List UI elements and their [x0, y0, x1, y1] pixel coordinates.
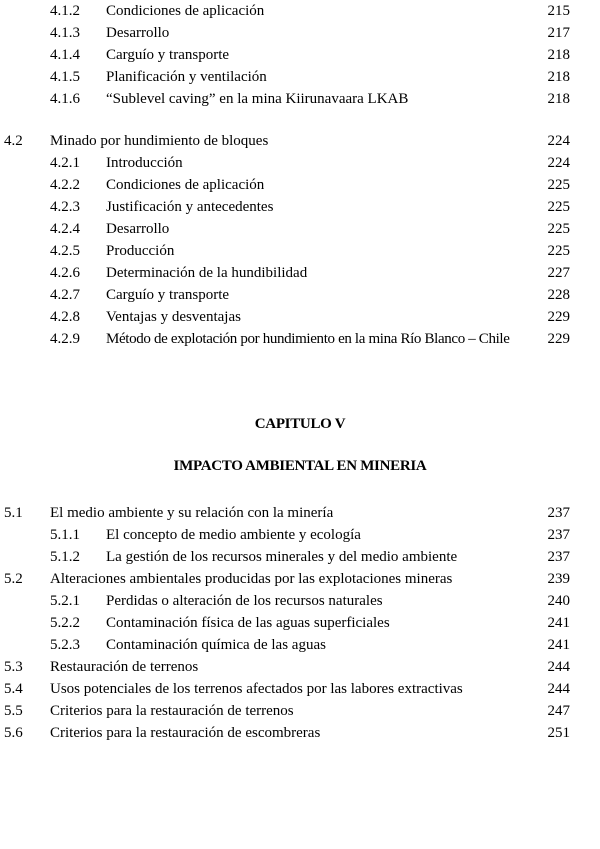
entry-number: 5.2 [4, 571, 23, 587]
entry-page: 218 [547, 47, 570, 63]
entry-title: Perdidas o alteración de los recursos naturales [106, 593, 383, 609]
entry-title: Condiciones de aplicación [106, 3, 265, 19]
entry-title: Carguío y transporte [106, 47, 230, 63]
entry-title: Criterios para la restauración de terrenos [50, 703, 294, 719]
entry-page: 237 [547, 549, 570, 565]
entry-number: 4.2.2 [50, 177, 80, 193]
entry-title: Justificación y antecedentes [106, 199, 274, 215]
toc-entry [0, 568, 600, 590]
toc-entry [0, 174, 600, 196]
entry-number: 5.2.3 [50, 637, 80, 653]
toc-entry [0, 66, 600, 88]
entry-number: 4.1.5 [50, 69, 80, 85]
toc-entry [0, 524, 600, 546]
entry-page: 237 [547, 527, 570, 543]
entry-title: El medio ambiente y su relación con la minería [50, 505, 334, 521]
entry-page: 217 [547, 25, 570, 41]
entry-number: 4.2.6 [50, 265, 80, 281]
entry-title: Ventajas y desventajas [106, 309, 241, 325]
entry-page: 229 [547, 309, 570, 325]
entry-page: 229 [547, 331, 570, 347]
toc-entry [0, 306, 600, 328]
toc-entry [0, 196, 600, 218]
entry-page: 251 [547, 725, 570, 741]
entry-number: 4.2.3 [50, 199, 80, 215]
toc-entry [0, 328, 600, 350]
entry-page: 228 [547, 287, 570, 303]
toc-entry [0, 0, 600, 22]
entry-number: 4.1.4 [50, 47, 80, 63]
toc-entry [0, 612, 600, 634]
entry-number: 5.2.1 [50, 593, 80, 609]
entry-page: 239 [547, 571, 570, 587]
entry-title: Condiciones de aplicación [106, 177, 265, 193]
entry-number: 4.2.7 [50, 287, 80, 303]
entry-title: El concepto de medio ambiente y ecología [106, 527, 361, 543]
entry-title: La gestión de los recursos minerales y del medio ambiente [106, 549, 458, 565]
entry-title: Planificación y ventilación [106, 69, 267, 85]
chapter-title: IMPACTO AMBIENTAL EN MINERIA [173, 458, 427, 474]
entry-number: 4.1.3 [50, 25, 80, 41]
toc-section-4-2 [0, 130, 600, 350]
entry-number: 5.1.1 [50, 527, 80, 543]
entry-number: 5.6 [4, 725, 23, 741]
toc-chapter-5 [0, 502, 600, 744]
entry-number: 4.2.5 [50, 243, 80, 259]
entry-title: Desarrollo [106, 25, 170, 41]
entry-title: Método de explotación por hundimiento en la mina Río Blanco – Chile [106, 331, 510, 347]
entry-number: 4.1.6 [50, 91, 80, 107]
entry-title: “Sublevel caving” en la mina Kiirunavaara LKAB [106, 91, 409, 107]
toc-entry [0, 722, 600, 744]
toc-entry [0, 22, 600, 44]
toc-entry [0, 130, 600, 152]
entry-page: 225 [547, 221, 570, 237]
toc-entry [0, 262, 600, 284]
entry-title: Criterios para la restauración de escombreras [50, 725, 321, 741]
entry-page: 247 [547, 703, 570, 719]
entry-page: 215 [547, 3, 570, 19]
entry-title: Introducción [106, 155, 183, 171]
toc-entry [0, 44, 600, 66]
entry-page: 241 [547, 637, 570, 653]
toc-entry [0, 88, 600, 110]
entry-number: 5.4 [4, 681, 23, 697]
entry-page: 225 [547, 177, 570, 193]
toc-entry [0, 678, 600, 700]
toc-entry [0, 240, 600, 262]
entry-title: Restauración de terrenos [50, 659, 199, 675]
toc-entry [0, 284, 600, 306]
entry-title: Determinación de la hundibilidad [106, 265, 308, 281]
toc-entry [0, 546, 600, 568]
entry-number: 4.2.1 [50, 155, 80, 171]
entry-page: 227 [547, 265, 570, 281]
chapter-label: CAPITULO V [254, 416, 346, 432]
entry-title: Alteraciones ambientales producidas por las explotaciones mineras [50, 571, 453, 587]
entry-title: Usos potenciales de los terrenos afectados por las labores extractivas [50, 681, 463, 697]
entry-page: 218 [547, 69, 570, 85]
entry-number: 4.2.9 [50, 331, 80, 347]
toc-entry [0, 590, 600, 612]
entry-page: 244 [547, 659, 570, 675]
toc-section-4-1-tail [0, 0, 600, 110]
toc-entry [0, 634, 600, 656]
entry-title: Contaminación física de las aguas superficiales [106, 615, 390, 631]
entry-page: 218 [547, 91, 570, 107]
entry-number: 4.1.2 [50, 3, 80, 19]
entry-page: 225 [547, 243, 570, 259]
entry-number: 4.2.4 [50, 221, 80, 237]
entry-page: 224 [547, 133, 570, 149]
entry-page: 240 [547, 593, 570, 609]
toc-entry [0, 656, 600, 678]
entry-number: 5.1.2 [50, 549, 80, 565]
toc-entry [0, 218, 600, 240]
entry-title: Desarrollo [106, 221, 170, 237]
entry-number: 5.1 [4, 505, 23, 521]
entry-title: Contaminación química de las aguas [106, 637, 326, 653]
toc-entry [0, 152, 600, 174]
entry-title: Producción [106, 243, 175, 259]
toc-entry [0, 700, 600, 722]
entry-page: 244 [547, 681, 570, 697]
entry-page: 237 [547, 505, 570, 521]
entry-page: 224 [547, 155, 570, 171]
entry-page: 225 [547, 199, 570, 215]
toc-entry [0, 502, 600, 524]
entry-number: 4.2.8 [50, 309, 80, 325]
entry-page: 241 [547, 615, 570, 631]
entry-title: Minado por hundimiento de bloques [50, 133, 269, 149]
entry-number: 5.5 [4, 703, 23, 719]
entry-number: 5.3 [4, 659, 23, 675]
entry-title: Carguío y transporte [106, 287, 230, 303]
entry-number: 4.2 [4, 133, 23, 149]
entry-number: 5.2.2 [50, 615, 80, 631]
